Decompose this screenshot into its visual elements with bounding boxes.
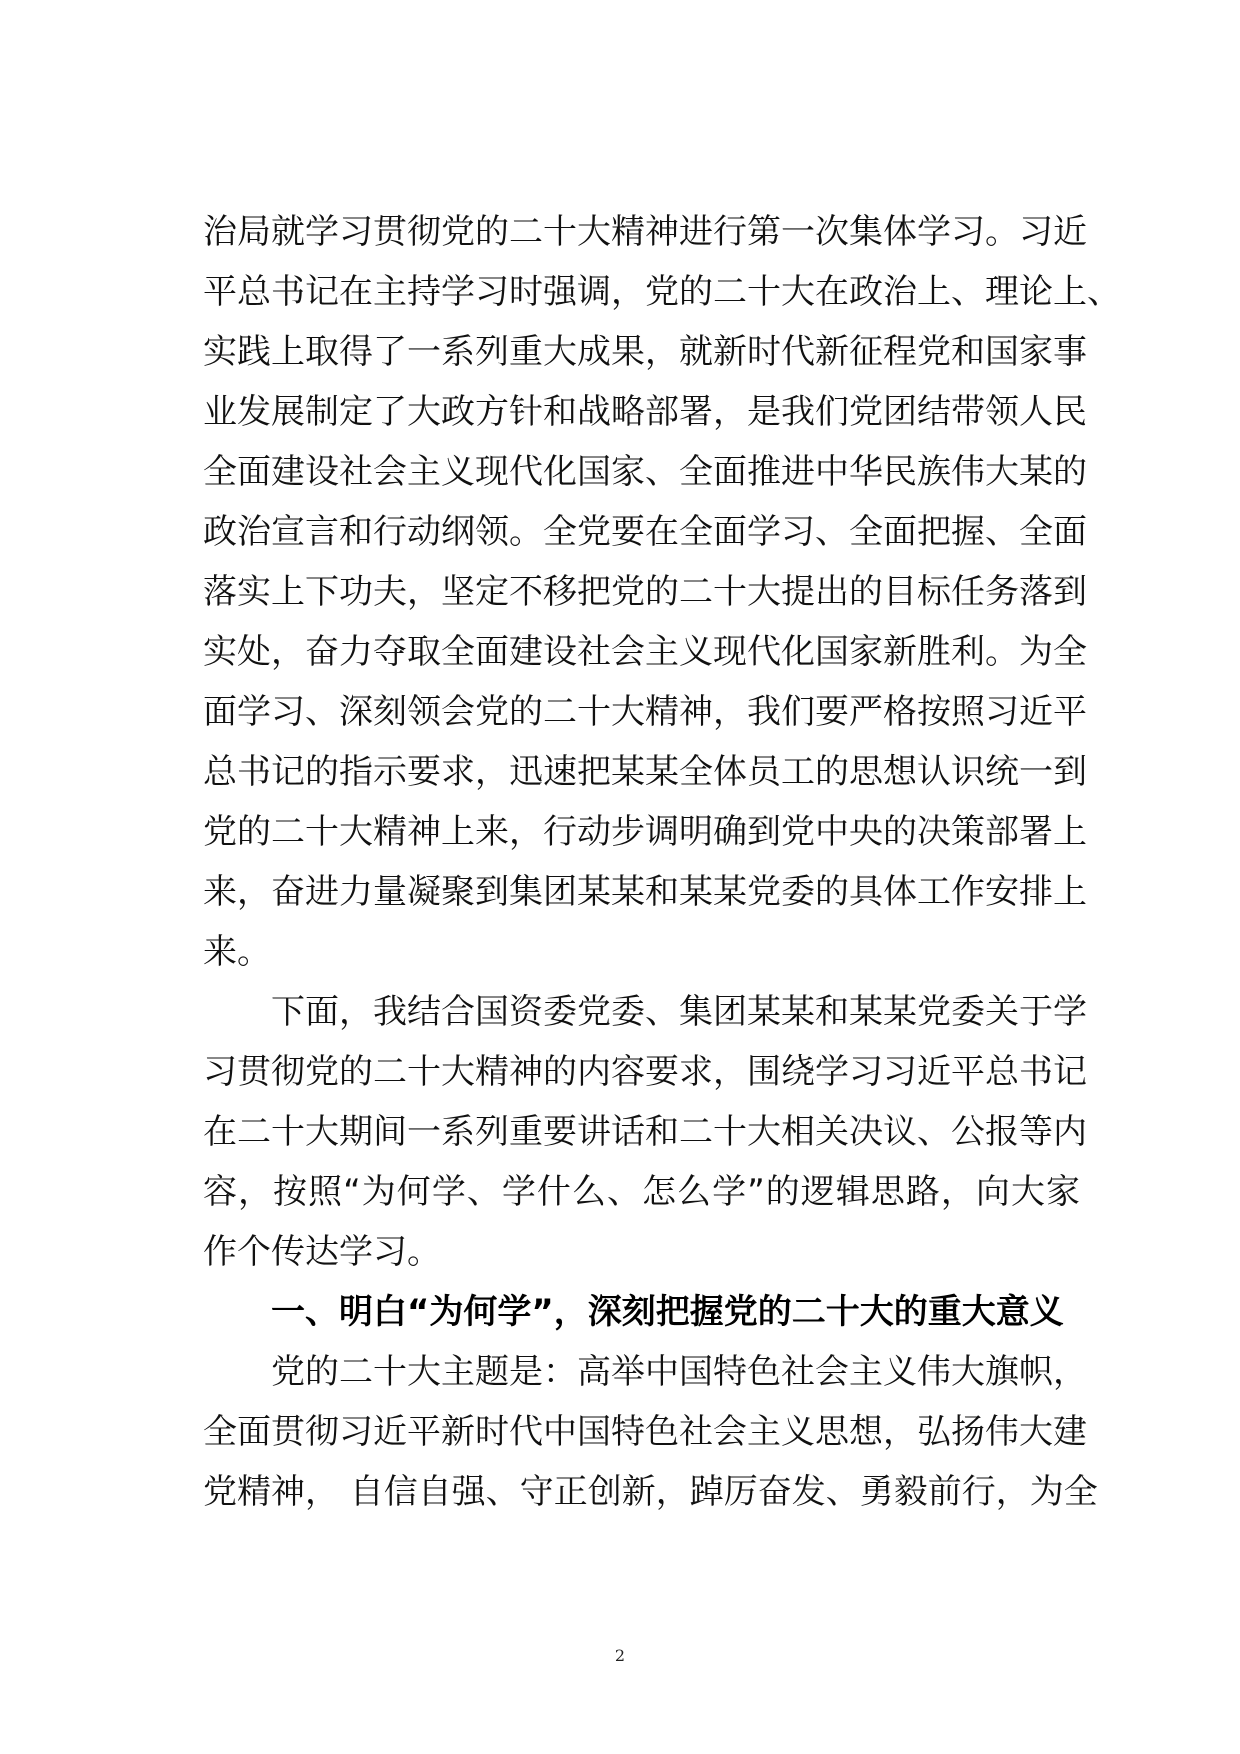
text-line: 党的二十大主题是：高举中国特色社会主义伟大旗帜， — [271, 1352, 1087, 1392]
text-line: 来，奋进力量凝聚到集团某某和某某党委的具体工作安排上 — [203, 872, 1087, 912]
body-text — [203, 202, 1121, 1522]
text-line: 政治宣言和行动纲领。全党要在全面学习、全面把握、全面 — [203, 512, 1087, 552]
paragraph-1 — [203, 202, 1121, 982]
section-heading: 一、明白“为何学”，深刻把握党的二十大的重大意义 — [271, 1292, 1064, 1332]
text-line: 习贯彻党的二十大精神的内容要求，围绕学习习近平总书记 — [203, 1052, 1087, 1092]
text-line: 面学习、深刻领会党的二十大精神，我们要严格按照习近平 — [203, 692, 1087, 732]
paragraph-2 — [203, 982, 1087, 1282]
text-line: 全面贯彻习近平新时代中国特色社会主义思想，弘扬伟大建 — [203, 1412, 1087, 1452]
page-number: 2 — [614, 1646, 626, 1665]
paragraph-3 — [203, 1342, 1098, 1522]
text-line: 容，按照“为何学、学什么、怎么学”的逻辑思路，向大家 — [203, 1172, 1080, 1212]
text-line: 实践上取得了一系列重大成果，就新时代新征程党和国家事 — [203, 332, 1087, 372]
text-line: 在二十大期间一系列重要讲话和二十大相关决议、公报等内 — [203, 1112, 1087, 1152]
text-line: 总书记的指示要求，迅速把某某全体员工的思想认识统一到 — [203, 752, 1087, 792]
text-line: 平总书记在主持学习时强调，党的二十大在政治上、理论上、 — [203, 272, 1121, 312]
text-line: 来。 — [203, 932, 271, 972]
text-line: 党的二十大精神上来，行动步调明确到党中央的决策部署上 — [203, 812, 1087, 852]
text-line: 业发展制定了大政方针和战略部署，是我们党团结带领人民 — [203, 392, 1087, 432]
text-line: 下面，我结合国资委党委、集团某某和某某党委关于学 — [271, 992, 1087, 1032]
text-line: 全面建设社会主义现代化国家、全面推进中华民族伟大某的 — [203, 452, 1087, 492]
text-line: 实处，奋力夺取全面建设社会主义现代化国家新胜利。为全 — [203, 632, 1087, 672]
text-line: 治局就学习贯彻党的二十大精神进行第一次集体学习。习近 — [203, 212, 1087, 252]
text-line: 落实上下功夫，坚定不移把党的二十大提出的目标任务落到 — [203, 572, 1087, 612]
text-line: 党精神， 自信自强、守正创新，踔厉奋发、勇毅前行，为全 — [203, 1472, 1098, 1512]
text-line: 作个传达学习。 — [203, 1232, 441, 1272]
